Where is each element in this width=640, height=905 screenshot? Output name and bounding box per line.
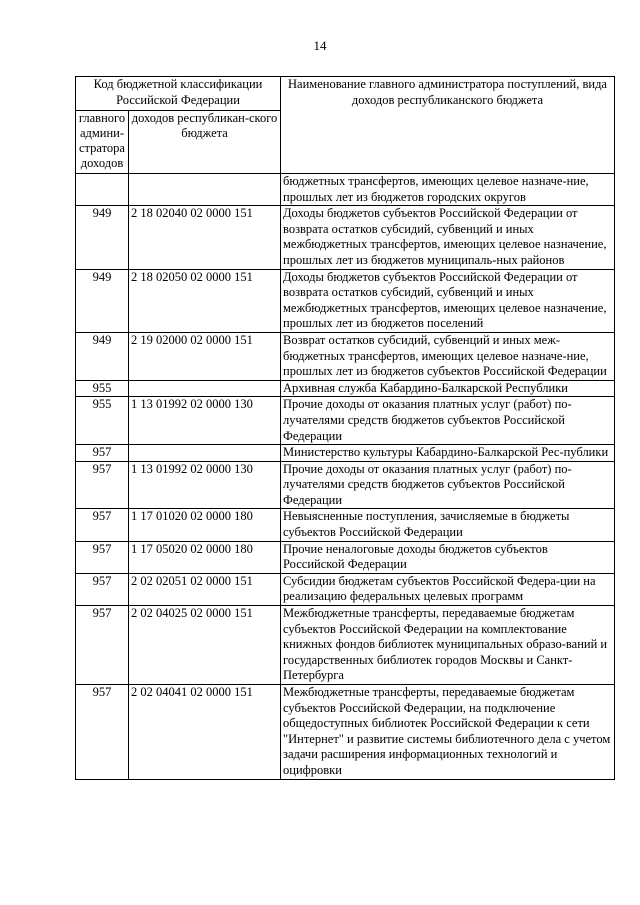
budget-classification-table (75, 76, 615, 780)
table-row (76, 541, 615, 573)
description-cell: Межбюджетные трансферты, передаваемые бюджетам субъектов Российской Федерации, на подключение общедоступных библиотек Российской Федерации к сети "Интернет" и развитие системы библиотечного дела с учетом задачи расширения информационных технологий и оцифровки (281, 685, 615, 780)
admin-code-cell: 949 (76, 206, 129, 269)
table-row (76, 380, 615, 397)
page-number: 14 (313, 38, 327, 53)
admin-code-cell: 949 (76, 332, 129, 380)
description-cell: Межбюджетные трансферты, передаваемые бюджетам субъектов Российской Федерации на комплектование книжных фондов библиотек муниципальных образо-ваний и государственных библиотек городов Москвы и Санкт-Петербурга (281, 606, 615, 685)
description-cell: Субсидии бюджетам субъектов Российской Федера-ции на реализацию федеральных целевых программ (281, 573, 615, 605)
table-row (76, 461, 615, 509)
description-cell: бюджетных трансфертов, имеющих целевое назначе-ние, прошлых лет из бюджетов городских округов (281, 174, 615, 206)
revenue-code-cell: 2 02 02051 02 0000 151 (129, 573, 281, 605)
admin-code-cell: 957 (76, 445, 129, 462)
admin-code-cell: 957 (76, 685, 129, 780)
admin-code-cell: 955 (76, 380, 129, 397)
revenue-code-cell: 2 18 02040 02 0000 151 (129, 206, 281, 269)
admin-code-cell: 957 (76, 573, 129, 605)
description-cell: Доходы бюджетов субъектов Российской Федерации от возврата остатков субсидий, субвенций и иных межбюджетных трансфертов, имеющих целевое назначение, прошлых лет из бюджетов поселений (281, 269, 615, 332)
revenue-code-cell: 2 18 02050 02 0000 151 (129, 269, 281, 332)
revenue-code-cell (129, 445, 281, 462)
table-row (76, 397, 615, 445)
description-cell: Возврат остатков субсидий, субвенций и иных меж-бюджетных трансфертов, имеющих целевое назначе-ние, прошлых лет из бюджетов субъектов Российской Федерации (281, 332, 615, 380)
table-row (76, 332, 615, 380)
header-budget-code-group: Код бюджетной классификации Российской Федерации (76, 77, 281, 111)
revenue-code-cell: 2 19 02000 02 0000 151 (129, 332, 281, 380)
admin-code-cell: 957 (76, 461, 129, 509)
header-name-column: Наименование главного администратора поступлений, вида доходов республиканского бюджета (281, 77, 615, 174)
table-row (76, 509, 615, 541)
revenue-code-cell (129, 380, 281, 397)
revenue-code-cell: 1 17 01020 02 0000 180 (129, 509, 281, 541)
header-admin-column: главного админи-стратора доходов (76, 111, 129, 174)
revenue-code-cell: 2 02 04025 02 0000 151 (129, 606, 281, 685)
description-cell: Прочие неналоговые доходы бюджетов субъектов Российской Федерации (281, 541, 615, 573)
table-row (76, 445, 615, 462)
description-cell: Доходы бюджетов субъектов Российской Федерации от возврата остатков субсидий, субвенций и иных межбюджетных трансфертов, имеющих целевое назначение, прошлых лет из бюджетов муниципаль-ных районов (281, 206, 615, 269)
revenue-code-cell: 1 17 05020 02 0000 180 (129, 541, 281, 573)
admin-code-cell: 957 (76, 509, 129, 541)
header-revenue-column: доходов республикан-ского бюджета (129, 111, 281, 174)
table-row (76, 573, 615, 605)
revenue-code-cell: 2 02 04041 02 0000 151 (129, 685, 281, 780)
description-cell: Прочие доходы от оказания платных услуг (работ) по-лучателями средств бюджетов субъектов Российской Федерации (281, 397, 615, 445)
description-cell: Архивная служба Кабардино-Балкарской Республики (281, 380, 615, 397)
table-row (76, 206, 615, 269)
description-cell: Министерство культуры Кабардино-Балкарской Рес-публики (281, 445, 615, 462)
description-cell: Невыясненные поступления, зачисляемые в бюджеты субъектов Российской Федерации (281, 509, 615, 541)
table-row (76, 685, 615, 780)
table-row (76, 606, 615, 685)
revenue-code-cell: 1 13 01992 02 0000 130 (129, 461, 281, 509)
table-row (76, 269, 615, 332)
admin-code-cell: 949 (76, 269, 129, 332)
description-cell: Прочие доходы от оказания платных услуг (работ) по-лучателями средств бюджетов субъектов Российской Федерации (281, 461, 615, 509)
revenue-code-cell (129, 174, 281, 206)
revenue-code-cell: 1 13 01992 02 0000 130 (129, 397, 281, 445)
admin-code-cell: 957 (76, 541, 129, 573)
admin-code-cell: 957 (76, 606, 129, 685)
admin-code-cell (76, 174, 129, 206)
table-row (76, 174, 615, 206)
admin-code-cell: 955 (76, 397, 129, 445)
